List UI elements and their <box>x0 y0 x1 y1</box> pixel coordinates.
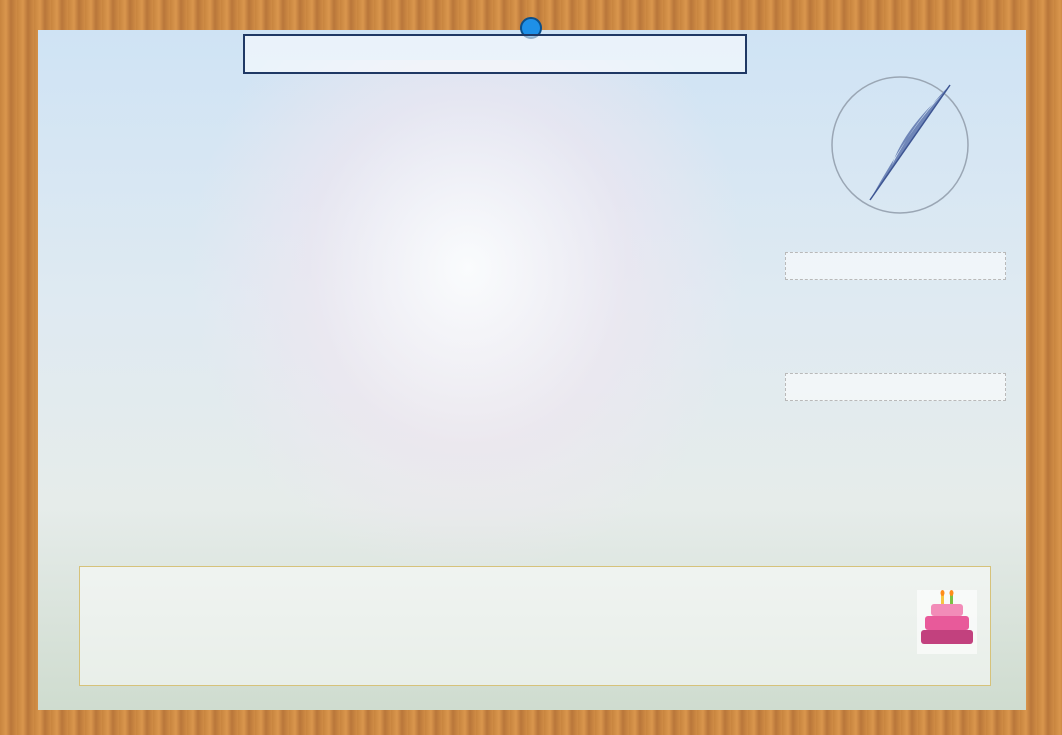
feather-quill-icon <box>870 85 950 200</box>
month-title <box>243 34 747 74</box>
school-logo <box>800 40 1000 240</box>
house-points-table <box>785 373 1006 401</box>
birthday-section <box>55 544 1013 704</box>
calendar-grid <box>55 96 771 148</box>
attendance-table <box>785 252 1006 280</box>
logo-ring <box>832 77 968 213</box>
attendance-title <box>786 253 1006 280</box>
house-points-title <box>786 374 1006 401</box>
birthday-panel <box>79 566 991 686</box>
birthday-cake-icon <box>917 590 977 654</box>
